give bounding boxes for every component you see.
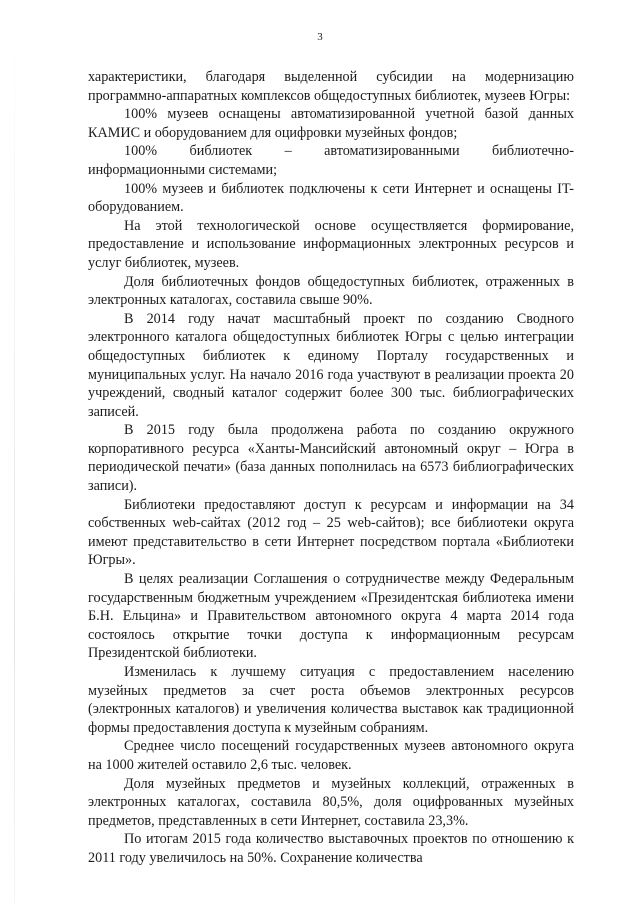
paragraph: В 2015 году была продолжена работа по созданию окружного корпоративного ресурса «Ханты-Мансийский автономный округ – Югра в периодической печати» (база данных пополнилась на 6573 библиографических записи). [88,422,574,495]
paragraph: Среднее число посещений государственных музеев автономного округа на 1000 жителей оставило 2,6 тыс. человек. [88,738,574,773]
paragraph: Библиотеки предоставляют доступ к ресурсам и информации на 34 собственных web-сайтах (2012 год – 25 web-сайтов); все библиотеки округа имеют представительство в сети Интернет посредством портала «Библиотеки Югры». [88,496,574,569]
paragraph: В 2014 году начат масштабный проект по созданию Сводного электронного каталога общедоступных библиотек Югры с целью интеграции общедоступных библиотек к единому Порталу государственных и муниципальных услуг. На начало 2016 года участвуют в реализации проекта 20 учреждений, сводный каталог содержит более 300 тыс. библиографических записей. [88,310,574,420]
paragraph: Доля музейных предметов и музейных коллекций, отраженных в электронных каталогах, составила 80,5%, доля оцифрованных музейных предметов, представленных в сети Интернет, составила 23,3%. [88,775,574,829]
paragraph: На этой технологической основе осуществляется формирование, предоставление и использование информационных электронных ресурсов и услуг библиотек, музеев. [88,217,574,271]
paragraph-continuation: характеристики, благодаря выделенной субсидии на модернизацию программно-аппаратных комплексов общедоступных библиотек, музеев Югры: [88,69,574,104]
paragraph: 100% библиотек – автоматизированными библиотечно-информационными системами; [88,143,574,178]
paragraph: В целях реализации Соглашения о сотрудничестве между Федеральным государственным бюджетным учреждением «Президентская библиотека имени Б.Н. Ельцина» и Правительством автономного округа 4 марта 2014 года состоялось открытие точки доступа к информационным ресурсам Президентской библиотеки. [88,571,574,662]
paragraph: Доля библиотечных фондов общедоступных библиотек, отраженных в электронных каталогах, составила свыше 90%. [88,273,574,309]
scan-edge-shadow [14,0,15,905]
page-number: 3 [317,31,323,43]
paragraph: 100% музеев оснащены автоматизированной учетной базой данных КАМИС и оборудованием для оцифровки музейных фондов; [88,106,574,141]
document-body [88,68,574,868]
paragraph: 100% музеев и библиотек подключены к сети Интернет и оснащены IT-оборудованием. [88,180,574,216]
paragraph: По итогам 2015 года количество выставочных проектов по отношению к 2011 году увеличилось на 50%. Сохранение количества [88,831,574,866]
paragraph: Изменилась к лучшему ситуация с предоставлением населению музейных предметов за счет роста объемов электронных ресурсов (электронных каталогов) и увеличения количества выставок как традиционной формы предоставления доступа к музейным собраниям. [88,664,574,736]
